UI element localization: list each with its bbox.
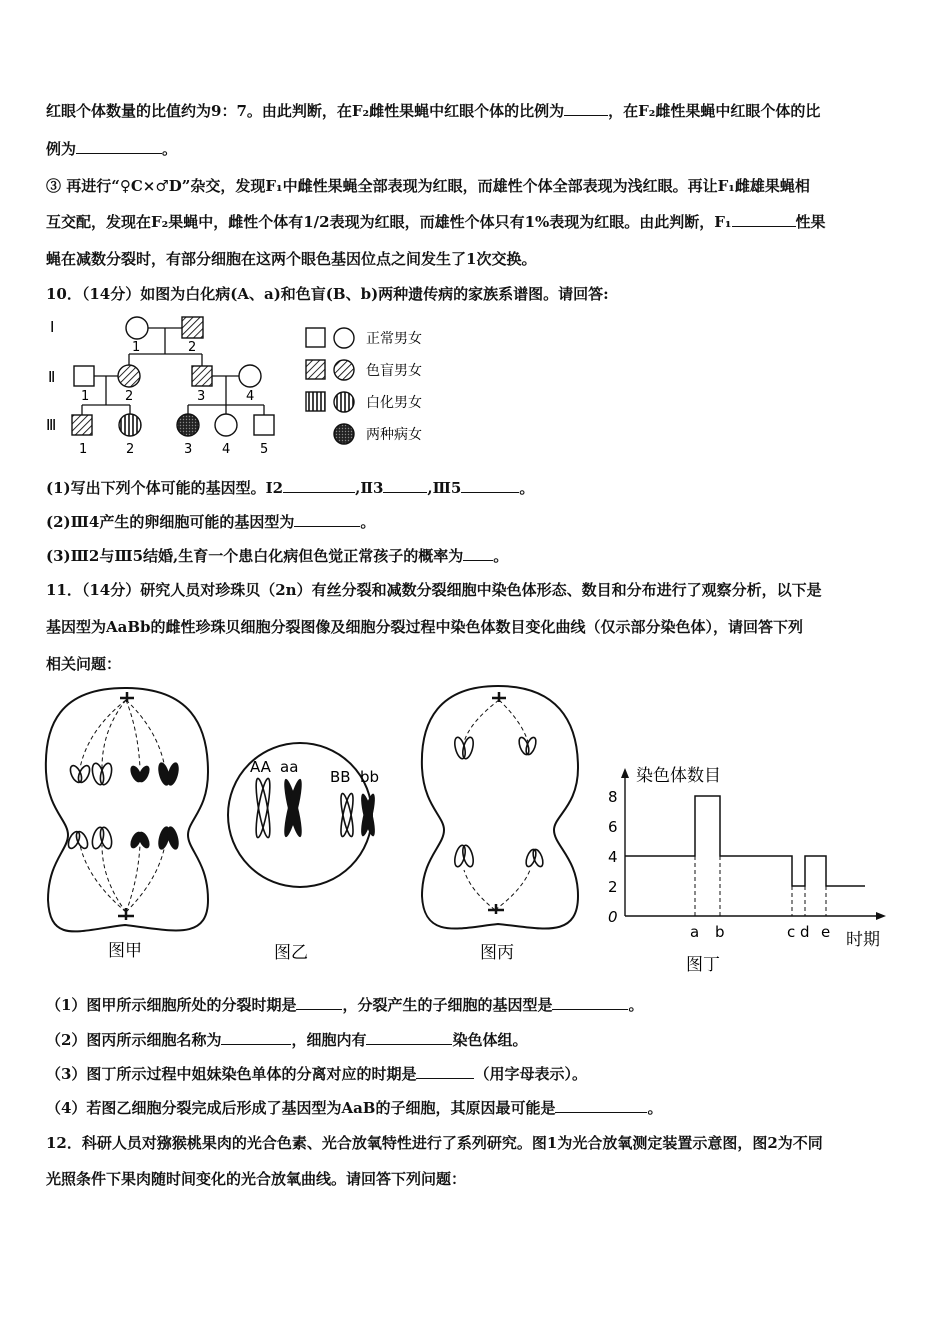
gen3-female-both [177, 414, 199, 436]
legend-normal-male [306, 328, 325, 347]
question-12-line-2: 光照条件下果肉随时间变化的光合放氧曲线。请回答下列问题： [46, 1170, 467, 1188]
q11-sub-1: （1）图甲所示细胞所处的分裂时期是 ，分裂产生的子细胞的基因型是 。 [46, 996, 644, 1014]
figure-yi-aa: aa [280, 758, 299, 776]
y-tick-label: 0 [608, 908, 618, 926]
q10-sub-3: (3)Ⅲ2与Ⅲ5结婚,生育一个患白化病但色觉正常孩子的概率为 。 [46, 547, 509, 565]
gen3-female-normal [215, 414, 237, 436]
answer-blank[interactable] [564, 101, 608, 116]
question-11-line-2: 基因型为AaBb的雌性珍珠贝细胞分裂图像及细胞分裂过程中染色体数目变化曲线（仅示部分染色体），请回答下列 [46, 618, 804, 636]
answer-blank[interactable] [76, 139, 162, 154]
figure-bing-label: 图丙 [480, 943, 514, 963]
figure-yi-AA: AA [250, 758, 271, 776]
gen3-female-albino [119, 414, 141, 436]
gen1-female-normal [126, 317, 148, 339]
answer-blank[interactable] [221, 1030, 291, 1045]
answer-blank[interactable] [461, 478, 519, 493]
figure-bing [422, 686, 578, 963]
answer-blank[interactable] [552, 995, 628, 1010]
gen3-num-1: 1 [79, 442, 88, 457]
gen1-num-1: 1 [132, 340, 141, 355]
gen2-num-2: 2 [125, 389, 134, 404]
y-tick-label: 2 [608, 878, 618, 896]
x-tick-label: d [800, 923, 810, 941]
gen3-male-colorblind [72, 415, 92, 435]
question-10-title: 10．（14分）如图为白化病(A、a)和色盲(B、b)两种遗传病的家族系谱图。请回答: [46, 285, 609, 303]
chart-xlabel: 时期 [846, 930, 880, 950]
answer-blank[interactable] [555, 1098, 647, 1113]
q11-sub-2: （2）图丙所示细胞名称为 ，细胞内有 染色体组。 [46, 1031, 528, 1049]
legend-label-albino: 白化男女 [366, 395, 422, 411]
gen3-num-4: 4 [222, 442, 231, 457]
text-line-2: 例为 。 [46, 140, 178, 158]
gen2-num-3: 3 [197, 389, 206, 404]
gen3-num-2: 2 [126, 442, 135, 457]
gen-label-2: Ⅱ [48, 368, 56, 386]
answer-blank[interactable] [416, 1064, 474, 1079]
answer-blank[interactable] [732, 212, 796, 227]
answer-blank[interactable] [463, 546, 493, 561]
gen3-num-3: 3 [184, 442, 193, 457]
gen2-male-colorblind [192, 366, 212, 386]
legend-albino-female [334, 392, 354, 412]
figure-jia-label: 图甲 [108, 941, 142, 961]
gen3-num-5: 5 [260, 442, 269, 457]
figure-ding-label: 图丁 [686, 955, 720, 975]
q11-sub-4: （4）若图乙细胞分裂完成后形成了基因型为AaB的子细胞，其原因最可能是 。 [46, 1099, 663, 1117]
legend-colorblind-female [334, 360, 354, 380]
answer-blank[interactable] [296, 995, 342, 1010]
gen2-male-normal [74, 366, 94, 386]
pedigree-chart [44, 310, 444, 460]
legend-label-normal: 正常男女 [366, 331, 422, 347]
gen-label-3: Ⅲ [46, 416, 57, 434]
question-11-line-3: 相关问题： [46, 655, 122, 673]
legend-both-female [334, 424, 354, 444]
gen2-female-normal [239, 365, 261, 387]
q10-sub-1: (1)写出下列个体可能的基因型。Ⅰ2 ,Ⅱ3 ,Ⅲ5 。 [46, 479, 535, 497]
figure-jia [46, 688, 208, 961]
x-tick-label: c [787, 923, 796, 941]
text-line-5: 蝇在减数分裂时，有部分细胞在这两个眼色基因位点之间发生了1次交换。 [46, 250, 537, 268]
chart-series-line [625, 796, 865, 886]
q10-sub-2: (2)Ⅲ4产生的卵细胞可能的基因型为 。 [46, 513, 376, 531]
gen1-male-colorblind [182, 317, 203, 338]
answer-blank[interactable] [283, 478, 355, 493]
legend-label-both: 两种病女 [366, 427, 422, 443]
text-line-1: 红眼个体数量的比值约为9：7。由此判断，在F₂雌性果蝇中红眼个体的比例为 ，在F₂雌性果蝇中红眼个体的比 [46, 102, 821, 120]
figure-ding [608, 766, 886, 975]
gen1-num-2: 2 [188, 340, 197, 355]
gen2-num-4: 4 [246, 389, 255, 404]
legend-label-colorblind: 色盲男女 [366, 363, 422, 379]
figure-yi-bb: bb [360, 768, 380, 786]
figure-yi-BB: BB [330, 768, 351, 786]
figure-yi-label: 图乙 [274, 943, 308, 963]
gen2-female-colorblind [118, 365, 140, 387]
text-line-3: ③ 再进行“♀C×♂D”杂交，发现F₁中雌性果蝇全部表现为红眼，而雄性个体全部表现为浅红眼。再让F₁雌雄果蝇相 [46, 177, 810, 195]
x-tick-label: e [821, 923, 831, 941]
q11-sub-3: （3）图丁所示过程中姐妹染色单体的分离对应的时期是 （用字母表示）。 [46, 1065, 587, 1083]
legend-albino-male [306, 392, 325, 411]
question-11-line-1: 11．（14分）研究人员对珍珠贝（2n）有丝分裂和减数分裂细胞中染色体形态、数目和分布进行了观察分析，以下是 [46, 581, 822, 599]
legend-normal-female [334, 328, 354, 348]
legend-colorblind-male [306, 360, 325, 379]
gen-label-1: Ⅰ [50, 318, 55, 336]
y-tick-label: 6 [608, 818, 618, 836]
answer-blank[interactable] [366, 1030, 452, 1045]
answer-blank[interactable] [383, 478, 427, 493]
answer-blank[interactable] [294, 512, 360, 527]
cell-figures [40, 680, 900, 980]
chart-ylabel: 染色体数目 [636, 766, 721, 786]
gen2-num-1: 1 [81, 389, 90, 404]
x-tick-label: b [715, 923, 725, 941]
question-12-line-1: 12．科研人员对猕猴桃果肉的光合色素、光合放氧特性进行了系列研究。图1为光合放氧测定装置示意图，图2为不同 [46, 1134, 823, 1152]
y-tick-label: 4 [608, 848, 618, 866]
figure-yi [228, 743, 379, 963]
y-tick-label: 8 [608, 788, 618, 806]
gen3-male-normal [254, 415, 274, 435]
x-tick-label: a [690, 923, 700, 941]
text-line-4: 互交配，发现在F₂果蝇中，雌性个体有1/2表现为红眼，而雄性个体只有1%表现为红眼。由此判断，F₁ 性果 [46, 213, 826, 231]
